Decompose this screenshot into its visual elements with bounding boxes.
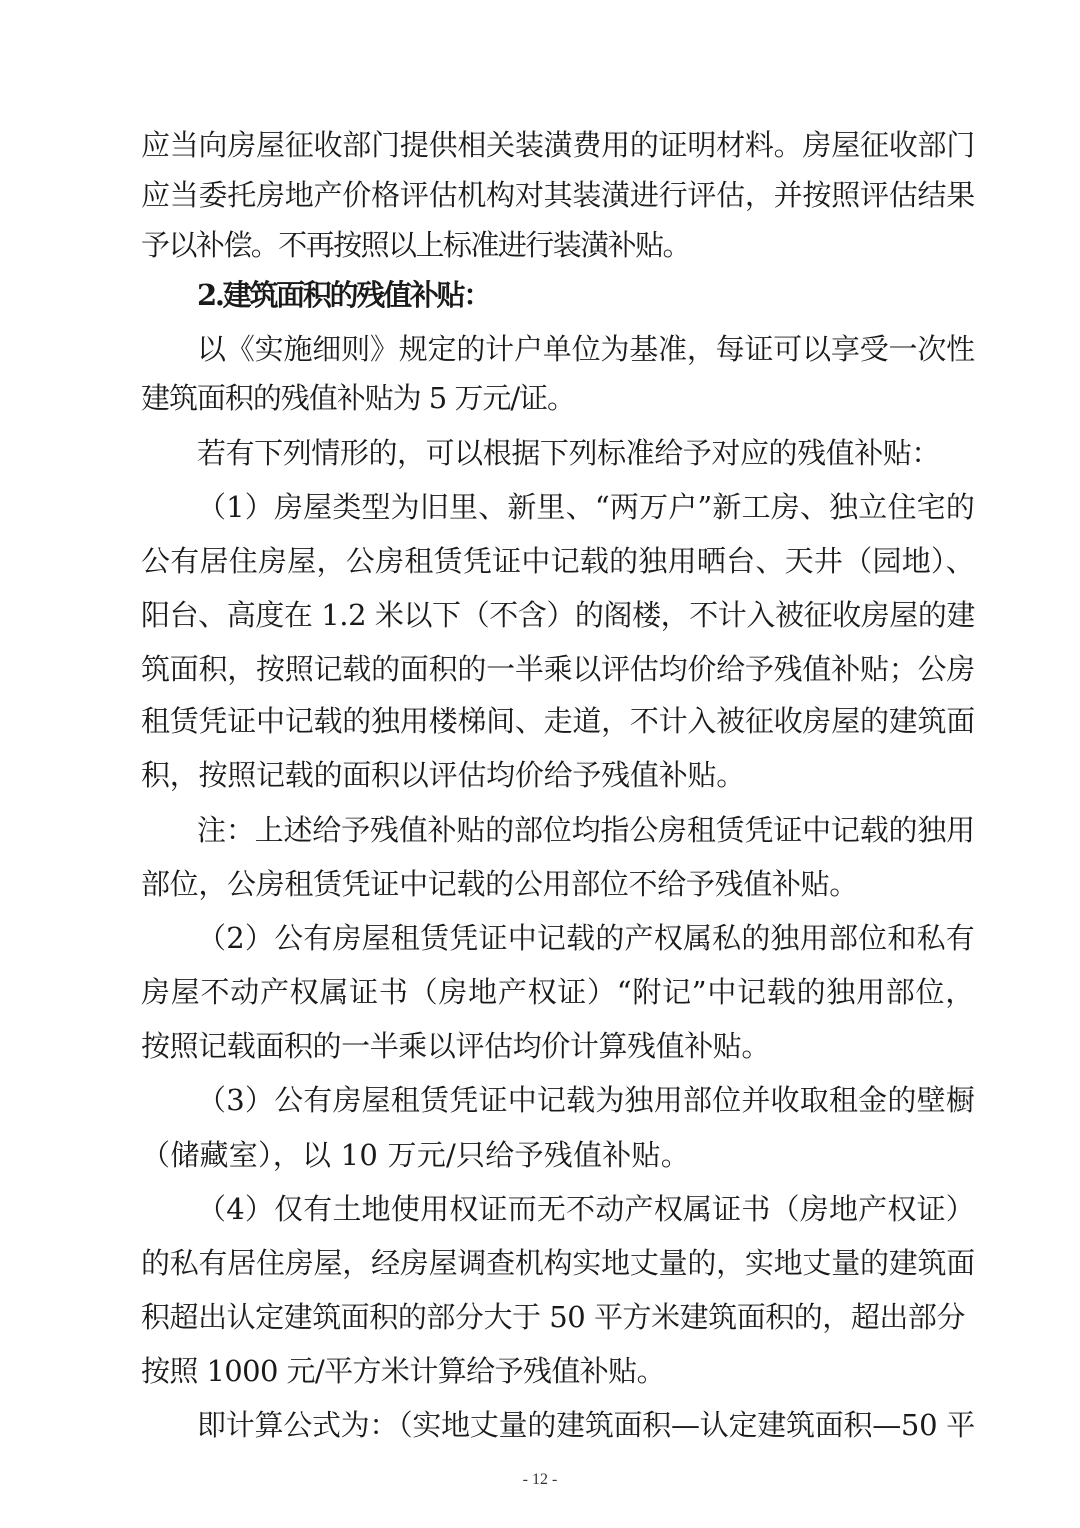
text-line	[0, 701, 1080, 741]
section-heading	[0, 275, 1080, 315]
text-line	[0, 1243, 1080, 1283]
text-line-content: 阳台、高度在 1.2 米以下（不含）的阁楼，不计入被征收房屋的建	[141, 598, 975, 632]
text-line	[0, 541, 1080, 581]
text-line	[0, 329, 1080, 369]
text-line	[0, 125, 1080, 165]
text-line-content: 积超出认定建筑面积的部分大于 50 平方米建筑面积的，超出部分	[141, 1300, 965, 1334]
text-line	[0, 1297, 1080, 1337]
text-line	[0, 810, 1080, 850]
text-line-content: 租赁凭证中记载的独用楼梯间、走道，不计入被征收房屋的建筑面	[141, 704, 975, 738]
text-line	[0, 864, 1080, 904]
text-line	[0, 175, 1080, 215]
text-line-content: 应当向房屋征收部门提供相关装潢费用的证明材料。房屋征收部门	[141, 128, 975, 162]
text-line	[0, 972, 1080, 1012]
text-line	[0, 1351, 1080, 1391]
text-line	[0, 1026, 1080, 1066]
text-line	[0, 378, 1080, 418]
text-line-content: 的私有居住房屋，经房屋调查机构实地丈量的，实地丈量的建筑面	[141, 1246, 975, 1280]
text-line-content: 建筑面积的残值补贴为 5 万元/证。	[141, 381, 575, 415]
text-line	[0, 487, 1080, 527]
text-line-content: （1）房屋类型为旧里、新里、“两万户”新工房、独立住宅的	[197, 490, 975, 524]
text-line-content: （2）公有房屋租赁凭证中记载的产权属私的独用部位和私有	[197, 921, 975, 955]
text-line-content: 以《实施细则》规定的计户单位为基准，每证可以享受一次性	[197, 332, 975, 366]
text-line	[0, 1405, 1080, 1445]
text-line-content: （储藏室），以 10 万元/只给予残值补贴。	[141, 1138, 690, 1172]
text-line-content: 予以补偿。不再按照以上标准进行装潢补贴。	[141, 228, 690, 262]
text-line-content: （4）仅有土地使用权证而无不动产权属证书（房地产权证）	[197, 1192, 975, 1226]
text-line-content: 应当委托房地产价格评估机构对其装潢进行评估，并按照评估结果	[141, 178, 975, 212]
text-line-content: 按照记载面积的一半乘以评估均价计算残值补贴。	[141, 1029, 770, 1063]
text-line	[0, 918, 1080, 958]
text-line	[0, 433, 1080, 473]
text-line	[0, 649, 1080, 689]
text-line-content: 积，按照记载的面积以评估均价给予残值补贴。	[141, 758, 745, 792]
text-line	[0, 755, 1080, 795]
text-line-content: （3）公有房屋租赁凭证中记载为独用部位并收取租金的壁橱	[197, 1083, 975, 1117]
text-line	[0, 1135, 1080, 1175]
text-line-content: 部位，公房租赁凭证中记载的公用部位不给予残值补贴。	[141, 867, 858, 901]
text-line	[0, 1189, 1080, 1229]
text-line-content: 即计算公式为：（实地丈量的建筑面积—认定建筑面积—50 平	[197, 1408, 975, 1442]
page-number: - 12 -	[522, 1471, 558, 1488]
text-line-content: 筑面积，按照记载的面积的一半乘以评估均价给予残值补贴；公房	[141, 652, 975, 686]
text-line-content: 房屋不动产权属证书（房地产权证）“附记”中记载的独用部位，	[141, 975, 975, 1009]
text-line-content: 注：上述给予残值补贴的部位均指公房租赁凭证中记载的独用	[197, 813, 975, 847]
text-line	[0, 225, 1080, 265]
text-line-content: 2.建筑面积的残值补贴：	[197, 278, 490, 312]
text-line	[0, 595, 1080, 635]
text-line	[0, 1080, 1080, 1120]
text-line-content: 若有下列情形的，可以根据下列标准给予对应的残值补贴：	[197, 436, 940, 470]
text-line-content: 按照 1000 元/平方米计算给予残值补贴。	[141, 1354, 665, 1388]
text-line-content: 公有居住房屋，公房租赁凭证中记载的独用晒台、天井（园地）、	[141, 544, 975, 578]
